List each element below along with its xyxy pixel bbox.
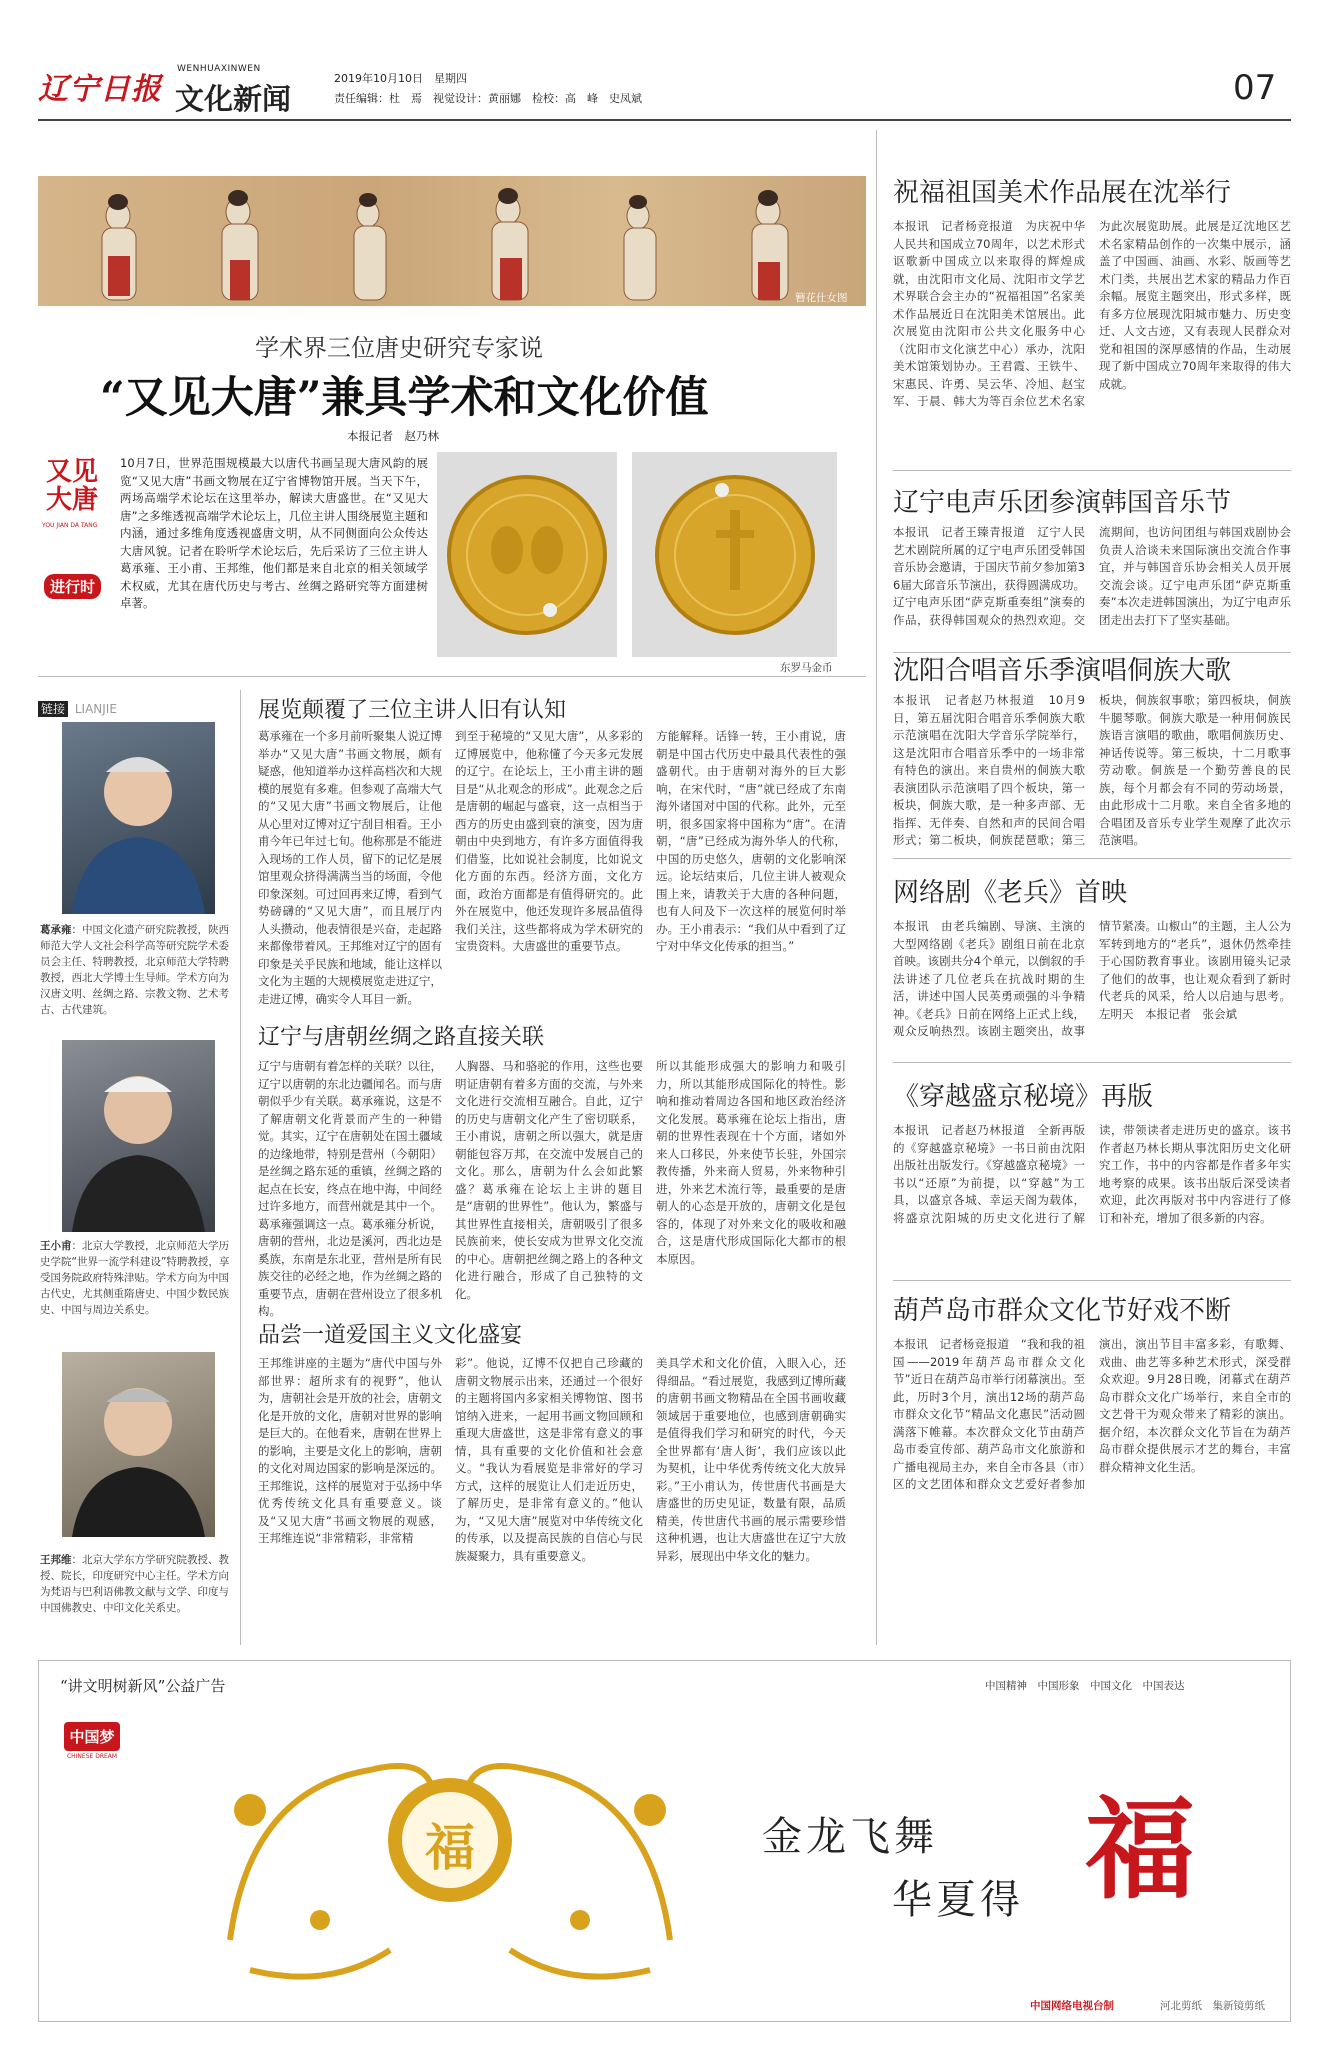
right-story1-title: 祝福祖国美术作品展在沈举行 (893, 178, 1232, 208)
section-title: 文化新闻 (175, 82, 292, 116)
lead-intro: 10月7日，世界范围规模最大以唐代书画呈现大唐风韵的展览“又见大唐”书画文物展在辽宁省博物馆开展。当天下午，两场高端学术论坛在这里举办，解读大唐盛世。在“又见大唐”之多维透视高端学术论坛上，几位主讲人围绕展览主题和内涵，通过多维角度透视盛唐文明，从不同侧面向公众传达大唐风貌。记者在聆听学术论坛后，先后采访了三位主讲人葛承雍、王小甫、王邦维，他们都是来自北京的相关领域学术权威，尤其在唐代历史与考古、丝绸之路研究等方面建树卓著。 (120, 456, 428, 610)
right-story5-title: 《穿越盛京秘境》再版 (893, 1082, 1154, 1112)
lead-kicker: 学术界三位唐史研究专家说 (255, 334, 543, 362)
badge-title: 又见大唐 (46, 457, 99, 515)
bio-ge-chengyong: 葛承雍：中国文化遗产研究院教授，陕西师范大学人文社会科学高等研究院学术委员会主任、特聘教授，北京师范大学特聘教授，西北大学博士生导师。学术方向为汉唐文明、丝绸之路、宗教文物、艺术考古、古代建筑。 (40, 924, 229, 1016)
section-pinyin: WENHUAXINWEN (177, 64, 261, 74)
text-wang-xiaofu: 北京大学教授，北京师范大学历史学院“世界一流学科建设”特聘教授，享受国务院政府特殊津贴。学术方向为中国古代史，尤其侧重隋唐史、中国少数民族史、中国与周边关系史。 (40, 1240, 230, 1316)
section1-col1: 葛承雍在一个多月前听聚集人说辽博举办“又见大唐”书画文物展，颇有疑惑，他知道举办这样高档次和大规模的展览有多难。但参观了高端大气的“又见大唐”书画文物展后，让他从心里对辽博对辽宁刮目相看。王小甫今年已年过七旬。他称那是不能进入现场的工作人员，留下的记忆是展馆里观众挤得满满当当的场面，令他印象深刻。可过回再来辽博，看到气势磅礴的“又见大唐”，而且展厅内人头攒动，他表情很是兴奋，走起路来都像带着风。王邦维对辽宁的固有印象是关乎民族和地域，能让这样以文化为主题的大规模展览走进辽宁，走进辽博，确实令人耳目一新。 (258, 729, 442, 1006)
right-story5-body: 本报讯 记者赵乃林报道 全新再版的《穿越盛京秘境》一书日前由沈阳出版社出版发行。《穿越盛京秘境》一书以“还原”为前提，以“穿越”为工具，以盛京各城、幸运天阁为载体，将盛京沈阳城的历史文化进行了解读，带领读者走进历史的盛京。该书作者赵乃林长期从事沈阳历史文化研究工作，书中的内容都是作者多年实地考察的成果。该书出版后深受读者欢迎，此次再版对书中内容进行了修订和补充，增加了很多新的内容。 (893, 1123, 1291, 1225)
editors-line: 责任编辑：杜 焉 视觉设计：黄丽娜 检校：高 峰 史凤斌 (334, 92, 642, 105)
ad-center-fu: 福 (425, 1818, 475, 1877)
section2-col2: 人胸器、马和骆驼的作用，这些也要明证唐朝有着多方面的交流，与外来文化进行交流相互融合。自此，辽宁的历史与唐朝文化产生了密切联系，王小甫说，唐朝之所以强大，就是唐朝能包容万邦，在交流中发展自己的文化。那么，唐朝为什么会如此繁盛？葛承雍在论坛上主讲的题目是“唐朝的世界性”。他认为，繁盛与其世界性直接相关，唐朝吸引了很多民族前来，使长安成为世界文化交流的中心。唐朝把丝绸之路上的各种文化进行融合，形成了自己独特的文化。 (455, 1059, 643, 1301)
ad-fu-character: 福 (1085, 1785, 1195, 1914)
right-divider5 (893, 1280, 1291, 1281)
ad-footer-left: 中国网络电视台制 (1030, 2000, 1114, 2012)
coin-caption: 东罗马金币 (780, 662, 833, 674)
bio-wang-bangwei: 王邦维：北京大学东方学研究院教授、教授、院长，印度研究中心主任。学术方向为梵语与巴利语佛教文献与文学、印度与中国佛教史、中印文化关系史。 (40, 1554, 229, 1614)
name-wang-xiaofu: 王小甫 (40, 1240, 72, 1252)
gold-coin-back (650, 470, 820, 640)
column-divider-right (876, 130, 877, 1645)
dragon-papercut-image (190, 1690, 710, 2010)
right-story3-body: 本报讯 记者赵乃林报道 10月9日，第五届沈阳合唱音乐季侗族大歌示范演唱在沈阳大学音乐学院举行，这是沈阳市合唱音乐季中的一场非常有特色的演出。来自贵州的侗族大歌表演团队示范演唱了四个板块，第一板块，侗族大歌，是一种多声部、无指挥、无伴奏、自然和声的民间合唱形式；第二板块，侗族琵琶歌；第三板块，侗族叙事歌；第四板块，侗族牛腿琴歌。侗族大歌是一种用侗族民族语言演唱的歌曲，歌唱侗族历史、神话传说等。第三板块，十二月歌事劳动歌。侗族是一个勤劳善良的民族，每个月都会有不同的劳动场景，由此形成十二月歌。来自全省多地的合唱团及音乐专业学生观摩了此次示范演唱。 (893, 693, 1291, 847)
lianjie-pinyin: LIANJIE (74, 702, 117, 716)
section1-col3: 方能解释。话锋一转，王小甫说，唐朝是中国古代历史中最具代表性的强盛朝代。由于唐朝对海外的巨大影响，在宋代时，“唐”就已经成了东南海外诸国对中国的代称。此外，元至明，很多国家将中国称为“唐”。在清朝，“唐”已经成为海外华人的代称，中国的历史悠久，唐朝的文化影响深远。论坛结束后，几位主讲人被观众围上来，请教关于大唐的各种问题，也有人问及下一次这样的展览何时举办。王小甫表示：“我们从中看到了辽宁对中华文化传承的担当。” (656, 729, 846, 953)
painting-caption: 簪花仕女图 (795, 292, 848, 304)
portrait-wang-xiaofu (62, 1040, 215, 1232)
right-story1-body: 本报讯 记者杨竞报道 为庆祝中华人民共和国成立70周年，以艺术形式讴歌新中国成立以来取得的辉煌成就，由沈阳市文化局、沈阳市文学艺术界联合会主办的“祝福祖国”名家美术作品展近日在沈阳美术馆展出。此次展览由沈阳市公共文化服务中心（沈阳市文化演艺中心）承办，沈阳美术馆策划协办。王君霞、王铁牛、宋惠民、许勇、吴云华、冷旭、赵宝军、于晨、韩大为等百余位艺术名家为此次展览助展。此展是辽沈地区艺术名家精品创作的一次集中展示，涵盖了中国画、油画、水彩、版画等艺术门类，共展出艺术家的精品力作百余幅。展览主题突出，形式多样，既有多方位展现沈阳城市魅力、历史变迁、人文古迹，又有表现人民群众对党和祖国的深厚感情的作品，生动展现了新中国成立70周年来取得的伟大成就。 (893, 219, 1291, 408)
masthead-logo: 辽宁日报 (38, 72, 162, 107)
ad-tagline: 中国精神 中国形象 中国文化 中国表达 (985, 1680, 1185, 1692)
badge-pinyin: YOU JIAN DA TANG (42, 522, 98, 529)
coin-front-image (437, 452, 617, 657)
court-ladies-figures (38, 176, 866, 306)
lianjie-label (38, 700, 117, 717)
seal-text: 中国梦 (64, 1722, 120, 1751)
section3-col1: 王邦维讲座的主题为“唐代中国与外部世界：超所求有的视野”，他认为，唐朝社会是开放的社会，唐朝文化是开放的文化，唐朝对世界的影响是巨大的。在他看来，唐朝在世界上的影响，主要是文化上的影响，唐朝的文化对周边国家的影响是深远的。王邦维说，这样的展览对于弘扬中华优秀传统文化具有重要意义。谈及“又见大唐”书画文物展的观感，王邦维连说“非常精彩，非常精 (258, 1356, 442, 1545)
name-ge-chengyong: 葛承雍 (40, 924, 72, 936)
right-story4-title: 网络剧《老兵》首映 (893, 878, 1128, 908)
lead-byline: 本报记者 赵乃林 (347, 429, 439, 443)
section3-col2: 彩”。他说，辽博不仅把自己珍藏的唐朝文物展示出来，还通过一个很好的主题将国内多家相关博物馆、图书馆纳入进来，一起用书画文物回顾和重现大唐盛世，这是非常有意义的事情，具有重要的文化价值和社会意义。“我认为看展览是非常好的学习方式，这样的展览让人们走近历史，了解历史，是非常有意义的。”他认为，“又见大唐”展览对中华传统文化的传承，以及提高民族的自信心与民族凝聚力，具有重要意义。 (455, 1356, 643, 1563)
ad-slogan-2: 华夏得 (892, 1877, 1024, 1923)
section1-title: 展览颠覆了三位主讲人旧有认知 (258, 698, 567, 723)
issue-date: 2019年10月10日 星期四 (334, 72, 467, 85)
section1-col2: 到至于秘境的“又见大唐”，从多彩的辽博展览中，他称懂了今天多元发展的辽宁。在论坛上，王小甫主讲的题目是“从北观念的形成”。此观念之后是唐朝的崛起与盛衰，这一点相当于西方的历史由盛到衰的演变，因为唐朝由中央到地方，有许多方面值得我们借鉴，比如说社会制度，比如说文化方面的东西。经济方面，文化方面，政治方面都是有值得研究的。此外在展览中，他还发现许多展品值得我们关注，这些都将成为学术研究的宝贵资料。大唐盛世的重要节点。 (455, 729, 643, 953)
gold-coin-front (442, 470, 612, 640)
right-story2-body: 本报讯 记者王臻青报道 辽宁人民艺术剧院所属的辽宁电声乐团受韩国音乐协会邀请，于国庆节前夕参加第36届大邱音乐节演出，获得圆满成功。辽宁电声乐团“萨克斯重奏组”演奏的作品，获得韩国观众的热烈欢迎。交流期间，也访问团组与韩国戏剧协会负责人洽谈未来国际演出交流合作事宜，并与韩国音乐协会相关人员开展交流会谈。辽宁电声乐团“萨克斯重奏”本次走进韩国演出，为辽宁电声乐团走出去打下了坚实基础。 (893, 525, 1291, 627)
ad-label: “讲文明树新风”公益广告 (60, 1677, 226, 1695)
portrait-wang-bangwei (62, 1352, 215, 1537)
right-story6-body: 本报讯 记者杨竞报道 “我和我的祖国——2019年葫芦岛市群众文化节”近日在葫芦岛市举行闭幕演出。至此，历时3个月，演出12场的葫芦岛市群众文化节“精品文化惠民”活动圆满落下帷幕。本次群众文化节由葫芦岛市委宣传部、葫芦岛市文化旅游和广播电视局主办，来自全市各县（市）区的文艺团体和群众文艺爱好者参加演出，演出节目丰富多彩，有歌舞、戏曲、曲艺等多种艺术形式，深受群众欢迎。9月28日晚，闭幕式在葫芦岛市群众文化广场举行，来自全市的文艺骨干为观众带来了精彩的演出。据介绍，本次群众文化节旨在为葫芦岛市群众提供展示才艺的舞台，丰富群众精神文化生活。 (893, 1337, 1291, 1491)
right-story4-body: 本报讯 由老兵编剧、导演、主演的大型网络剧《老兵》剧组日前在北京首映。该剧共分4个单元，以倒叙的手法讲述了几位老兵在抗战时期的生活，讲述中国人民英勇顽强的斗争精神。《老兵》日前在网络上正式上线，观众反响热烈。该剧主题突出，故事情节紧凑。山椒山”的主题，主人公为军转到地方的“老兵”，退休仍然牵挂于心国防教育事业。该剧用镜头记录了他们的故事，也让观众看到了新时代老兵的风采，给人以启迪与思考。左明天 本报记者 张会斌 (893, 919, 1291, 1038)
lianjie-text: 链接 (38, 701, 68, 717)
right-story3-title: 沈阳合唱音乐季演唱侗族大歌 (893, 656, 1232, 686)
section2-col3: 所以其能形成强大的影响力和吸引力，所以其能形成国际化的特性。影响和推动着周边各国和地区政治经济文化发展。葛承雍在论坛上指出，唐朝的世界性表现在十个方面，诸如外来人口移民，外来使节长驻，外国宗教传播，外来商人贸易，外来物种引进，外来艺术流行等，最重要的是唐朝人的心态是开放的，唐朝文化是包容的，体现了对外来文化的吸收和融合，这是唐代形成国际化大都市的根本原因。 (656, 1059, 846, 1266)
chinese-dream-seal (64, 1722, 120, 1784)
header-rule (38, 119, 1291, 121)
lead-divider (38, 676, 866, 677)
section3-col3: 美具学术和文化价值，入眼入心，还得细品。“看过展览，我感到辽博所藏的唐朝书画文物精品在全国书画收藏领域居于重要地位，也感到唐朝确实是值得我们学习和研究的时代，今天全世界都有‘唐人街’，我们应该以此为契机，让中华优秀传统文化大放异彩。”王小甫认为，传世唐代书画是大唐盛世的历史见证，数量有限，品质精美，传世唐代书画的展示需要珍惜这种机遇，也让大唐盛世在辽宁大放异彩，展现出中华文化的魅力。 (656, 1356, 846, 1563)
right-divider4 (893, 1062, 1291, 1063)
page-number: 07 (1233, 68, 1277, 108)
portrait-ge-chengyong (62, 722, 215, 914)
column-divider-left (240, 690, 241, 1645)
section2-title: 辽宁与唐朝丝绸之路直接关联 (258, 1025, 545, 1050)
right-divider1 (893, 470, 1291, 471)
section3-title: 品尝一道爱国主义文化盛宴 (258, 1323, 523, 1348)
person-silhouette-icon (62, 722, 215, 914)
seal-en: CHINESE DREAM (66, 1753, 118, 1760)
bio-wang-xiaofu: 王小甫：北京大学教授，北京师范大学历史学院“世界一流学科建设”特聘教授，享受国务院政府特殊津贴。学术方向为中国古代史，尤其侧重隋唐史、中国少数民族史、中国与周边关系史。 (40, 1240, 230, 1316)
text-wang-bangwei: 北京大学东方学研究院教授、教授、院长，印度研究中心主任。学术方向为梵语与巴利语佛教文献与文学、印度与中国佛教史、中印文化关系史。 (40, 1554, 229, 1614)
right-story2-title: 辽宁电声乐团参演韩国音乐节 (893, 488, 1232, 518)
person-silhouette-icon (62, 1352, 215, 1537)
name-wang-bangwei: 王邦维 (40, 1554, 72, 1566)
lead-headline: “又见大唐”兼具学术和文化价值 (100, 373, 709, 423)
ad-footer-right: 河北剪纸 集新镜剪纸 (1160, 2000, 1265, 2012)
right-story6-title: 葫芦岛市群众文化节好戏不断 (893, 1296, 1232, 1326)
series-badge (38, 452, 118, 602)
text-ge-chengyong: 中国文化遗产研究院教授，陕西师范大学人文社会科学高等研究院学术委员会主任、特聘教授，北京师范大学特聘教授，西北大学博士生导师。学术方向为汉唐文明、丝绸之路、宗教文物、艺术考古、古代建筑。 (40, 924, 229, 1016)
ad-slogan-1: 金龙飞舞 (762, 1814, 938, 1860)
coin-back-image (632, 452, 837, 657)
badge-tag: 进行时 (44, 574, 101, 599)
right-divider3 (893, 858, 1291, 859)
section2-col1: 辽宁与唐朝有着怎样的关联？以往，辽宁以唐朝的东北边疆闻名。而与唐朝似乎少有关联。葛承雍说，这是不了解唐朝文化背景而产生的一种错觉。其实，辽宁在唐朝处在国土疆域的边缘地带，特别是营州（今朝阳）是丝绸之路东延的重镇，丝绸之路的起点在长安，终点在地中海，中间经过许多地方，而营州就是其中一个。葛承雍强调这一点。葛承雍分析说，唐朝的营州，北边是溪河，西北边是奚族，东南是东北亚，营州是所有民族交往的必经之地，作为丝绸之路的重要节点，唐朝在营州设立了很多机构。 (258, 1059, 442, 1318)
person-silhouette-icon (62, 1040, 215, 1232)
painting-image (38, 176, 866, 306)
